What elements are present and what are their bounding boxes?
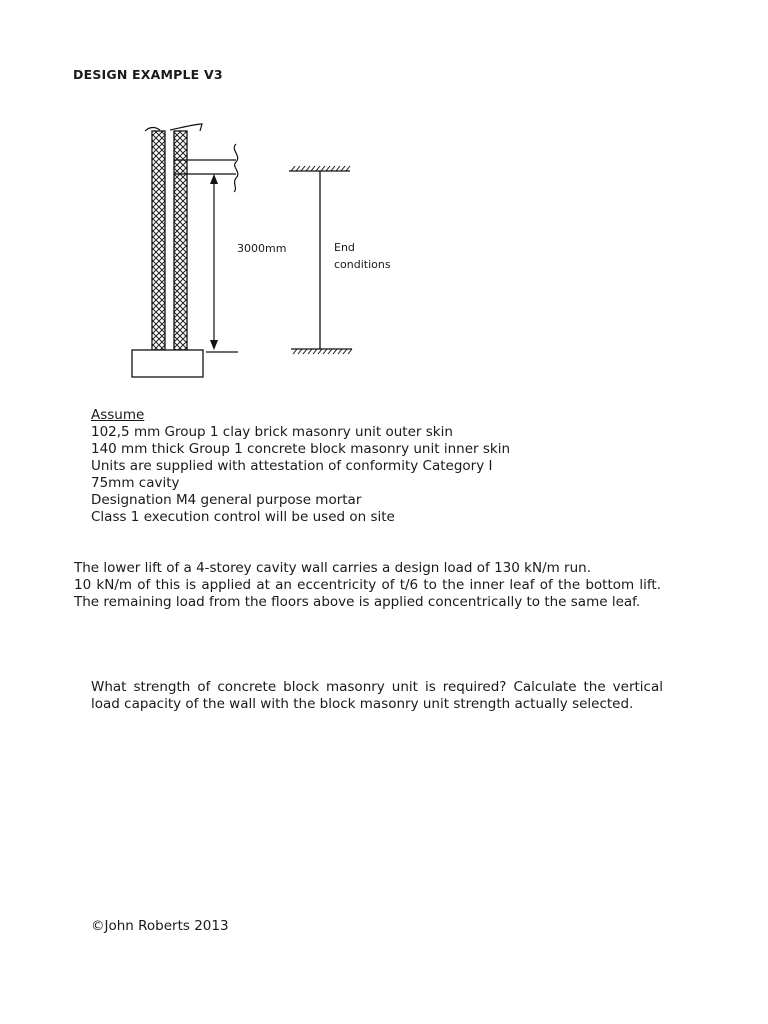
- assume-heading: Assume: [91, 407, 145, 423]
- assume-item: 102,5 mm Group 1 clay brick masonry unit outer skin: [91, 424, 453, 440]
- end-conditions-label: End conditions: [334, 241, 391, 271]
- assume-item: Designation M4 general purpose mortar: [91, 492, 362, 508]
- inner-leaf: [174, 131, 187, 350]
- wall-section-diagram: [0, 0, 768, 420]
- assume-item: Units are supplied with attestation of conformity Category I: [91, 458, 493, 474]
- foundation: [132, 350, 203, 377]
- assume-item: 140 mm thick Group 1 concrete block masonry unit inner skin: [91, 441, 510, 457]
- outer-leaf: [152, 131, 165, 350]
- assumptions: [91, 407, 510, 526]
- wall-top-break: [145, 124, 202, 131]
- question-text: What strength of concrete block masonry unit is required? Calculate the vertical load capacity of the wall with the block masonry unit strength actually selected.: [91, 679, 663, 712]
- assume-item: Class 1 execution control will be used on site: [91, 509, 395, 525]
- page-title: DESIGN EXAMPLE V3: [73, 67, 223, 82]
- dimension-arrow: [206, 174, 238, 352]
- problem-statement: The lower lift of a 4-storey cavity wall carries a design load of 130 kN/m run. 10 kN/m of this is applied at an eccentricity of t/6 to the inner leaf of the bottom lift. The remaining load from the floors above is applied concentrically to the same leaf.: [74, 560, 661, 610]
- dimension-label: 3000mm: [237, 242, 287, 255]
- copyright-notice: ©John Roberts 2013: [91, 918, 229, 934]
- assume-item: 75mm cavity: [91, 475, 180, 491]
